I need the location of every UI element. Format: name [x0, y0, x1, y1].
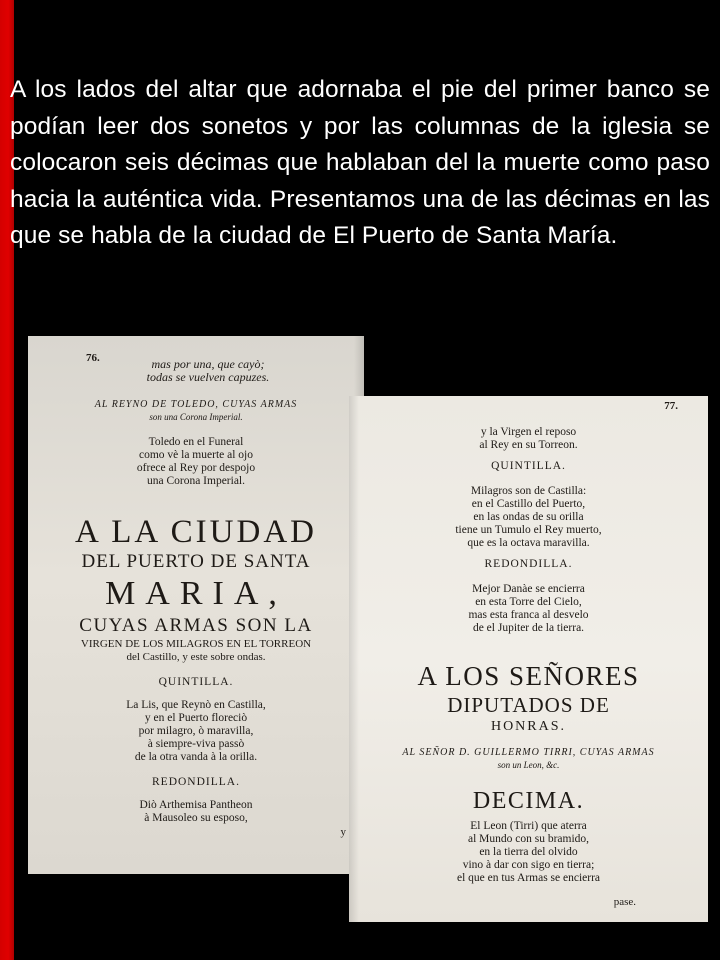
verse-toledo	[28, 436, 364, 488]
verse-line: mas esta franca al desvelo	[468, 609, 589, 621]
verse-line: por milagro, ò maravilla,	[138, 725, 254, 737]
redondilla-section	[28, 776, 364, 825]
verse-line: Toledo en el Funeral	[148, 436, 244, 448]
verse-line: el que en tus Armas se encierra	[456, 872, 601, 884]
verse-line: La Lis, que Reynò en Castilla,	[126, 699, 266, 711]
verse-line: Milagros son de Castilla:	[470, 485, 587, 497]
senores-title	[349, 660, 708, 736]
title-line: VIRGEN DE LOS MILAGROS EN EL TORREON	[80, 638, 312, 650]
title-line: HONRAS.	[490, 719, 567, 734]
book-page-76	[28, 336, 364, 874]
verse-line: à Mausoleo su esposo,	[144, 812, 248, 824]
page-number: 77.	[664, 400, 678, 412]
title-line: A LA CIUDAD	[74, 514, 317, 550]
verse-line: una Corona Imperial.	[146, 475, 246, 487]
verse-line: en la tierra del olvido	[479, 846, 578, 858]
redondilla-label: REDONDILLA.	[484, 558, 573, 570]
title-line: DEL PUERTO DE SANTA	[81, 551, 311, 572]
verse-line: y en el Puerto floreciò	[144, 712, 248, 724]
heading-subline: son una Corona Imperial.	[149, 412, 243, 422]
top-verse	[349, 426, 708, 452]
quintilla-label: QUINTILLA.	[491, 460, 566, 472]
verse-line: y la Virgen el reposo	[480, 426, 577, 438]
title-line: A LOS SEÑORES	[417, 661, 640, 691]
section-heading	[349, 746, 708, 772]
verse-line: à siempre-viva passò	[147, 738, 245, 750]
verse-line: Mejor Danàe se encierra	[472, 583, 585, 595]
redondilla-label: REDONDILLA.	[152, 776, 240, 788]
verse-line: en esta Torre del Cielo,	[475, 596, 582, 608]
quintilla-label: QUINTILLA.	[158, 676, 234, 688]
top-verse	[28, 358, 364, 384]
verse-line: de el Jupiter de la tierra.	[472, 622, 585, 634]
decima-label: DECIMA.	[472, 788, 585, 814]
title-line: del Castillo, y este sobre ondas.	[126, 651, 266, 663]
verse-line: al Rey en su Torreon.	[479, 439, 578, 451]
verse-line: como vè la muerte al ojo	[138, 449, 253, 461]
decima-section	[349, 786, 708, 885]
verse-line: al Mundo con su bramido,	[467, 833, 590, 845]
page-number: 76.	[86, 352, 100, 364]
verse-line: El Leon (Tirri) que aterra	[470, 820, 587, 832]
heading-line: AL REYNO DE TOLEDO, CUYAS ARMAS	[94, 399, 298, 410]
verse-line: en las ondas de su orilla	[473, 511, 584, 523]
verse-line: tiene un Tumulo el Rey muerto,	[455, 524, 602, 536]
redondilla-section	[349, 558, 708, 635]
verse-line: de la otra vanda à la orilla.	[134, 751, 258, 763]
page-fold-shadow	[349, 396, 359, 922]
book-page-77	[349, 396, 708, 922]
heading-line: AL SEÑOR D. GUILLERMO TIRRI, CUYAS ARMAS	[402, 747, 655, 758]
verse-line: Diò Arthemisa Pantheon	[139, 799, 253, 811]
title-line: CUYAS ARMAS SON LA	[79, 615, 313, 636]
catchword: y	[340, 826, 346, 838]
quintilla-section	[28, 676, 364, 764]
verse-line: ofrece al Rey por despojo	[136, 462, 256, 474]
title-line: MARIA,	[105, 575, 287, 612]
catchword: pase.	[613, 896, 636, 908]
city-title	[28, 514, 364, 664]
quintilla-section	[349, 460, 708, 550]
heading-subline: son un Leon, &c.	[497, 760, 560, 770]
section-heading	[28, 398, 364, 424]
verse-line: mas por una, que cayò;	[151, 357, 265, 371]
verse-line: en el Castillo del Puerto,	[471, 498, 586, 510]
verse-line: vino à dar con sigo en tierra;	[462, 859, 595, 871]
verse-line: que es la octava maravilla.	[467, 537, 590, 549]
title-line: DIPUTADOS DE	[447, 693, 610, 717]
verse-line: todas se vuelven capuzes.	[146, 370, 270, 384]
intro-paragraph: A los lados del altar que adornaba el pie del primer banco se podían leer dos sonetos y por las columnas de la iglesia se colocaron seis décimas que hablaban del la muerte como paso hacia la auténtica vida. Presentamos una de las décimas en las que se habla de la ciudad de El Puerto de Santa María.	[10, 76, 710, 249]
